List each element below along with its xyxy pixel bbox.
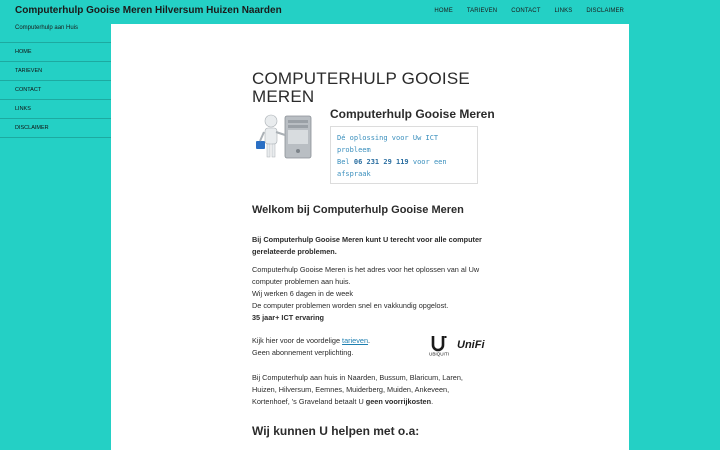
service-paragraph [252,264,484,324]
help-subheading: Wij kunnen U helpen met o.a: [252,424,420,438]
welcome-heading: Welkom bij Computerhulp Gooise Meren [252,204,464,216]
sidebar-item-tarieven[interactable]: TARIEVEN [0,61,111,80]
nav-home[interactable]: HOME [434,8,453,14]
service-line-2: Wij werken 6 dagen in de week [252,289,353,298]
code-line-1: Dé oplossing voor Uw ICT probleem [337,134,439,154]
ubiquiti-unifi-logos [429,333,489,357]
hero-heading: Computerhulp Gooise Meren [330,107,495,121]
top-navigation [427,8,624,14]
page-title: COMPUTERHULP GOOISE MEREN [252,69,470,107]
site-title[interactable]: Computerhulp Gooise Meren Hilversum Huizen Naarden [15,5,282,16]
nav-tarieven[interactable]: TARIEVEN [466,8,498,14]
nav-disclaimer[interactable]: DISCLAIMER [586,8,624,14]
service-line-4 [252,312,484,324]
sidebar-item-links[interactable]: LINKS [0,99,111,118]
sidebar-menu [0,42,111,138]
contact-code-box [330,126,478,184]
nav-contact[interactable]: CONTACT [511,8,541,14]
sidebar-item-disclaimer[interactable]: DISCLAIMER [0,118,111,138]
phone-number[interactable]: 06 231 29 119 [353,158,409,166]
content-panel [111,24,629,450]
computer-technician-image [251,111,317,164]
tarieven-line-2: Geen abonnement verplichting. [252,348,354,357]
service-area-text: Bij Computerhulp aan huis in Naarden, Bussum, Blaricum, Laren, Huizen, Hilversum, Eemnes, Muiderberg, Muiden, Ankeveen, Kortenhoef, 's Graveland betaalt U [252,373,463,406]
service-area-paragraph [252,372,484,408]
experience-text: 35 jaar+ ICT ervaring [252,313,324,322]
site-description: Computerhulp aan Huis [15,25,79,31]
service-area-end: . [431,397,434,406]
service-line-1: Computerhulp Gooise Meren is het adres voor het oplossen van al Uw computer problemen aan huis. [252,265,480,286]
intro-paragraph: Bij Computerhulp Gooise Meren kunt U terecht voor alle computer gerelateerde problemen. [252,235,482,256]
sidebar-item-home[interactable]: HOME [0,42,111,61]
tarieven-post-text: . [368,336,371,345]
tarieven-link[interactable]: tarieven [342,336,369,345]
ubiquiti-logo-text: UBIQUITI [429,351,449,357]
site-header [0,0,720,24]
unifi-logo-text: UniFi [457,339,485,351]
service-line-3: De computer problemen worden snel en vakkundig opgelost. [252,301,449,310]
code-call-text: Bel [337,158,354,166]
no-travel-costs-text: geen voorrijkosten [365,397,432,406]
code-appointment-text: voor een afspraak [337,158,447,178]
nav-links[interactable]: LINKS [554,8,573,14]
sidebar-item-contact[interactable]: CONTACT [0,80,111,99]
tarieven-pre-text: Kijk hier voor de voordelige [252,336,343,345]
code-line-2 [337,156,471,180]
